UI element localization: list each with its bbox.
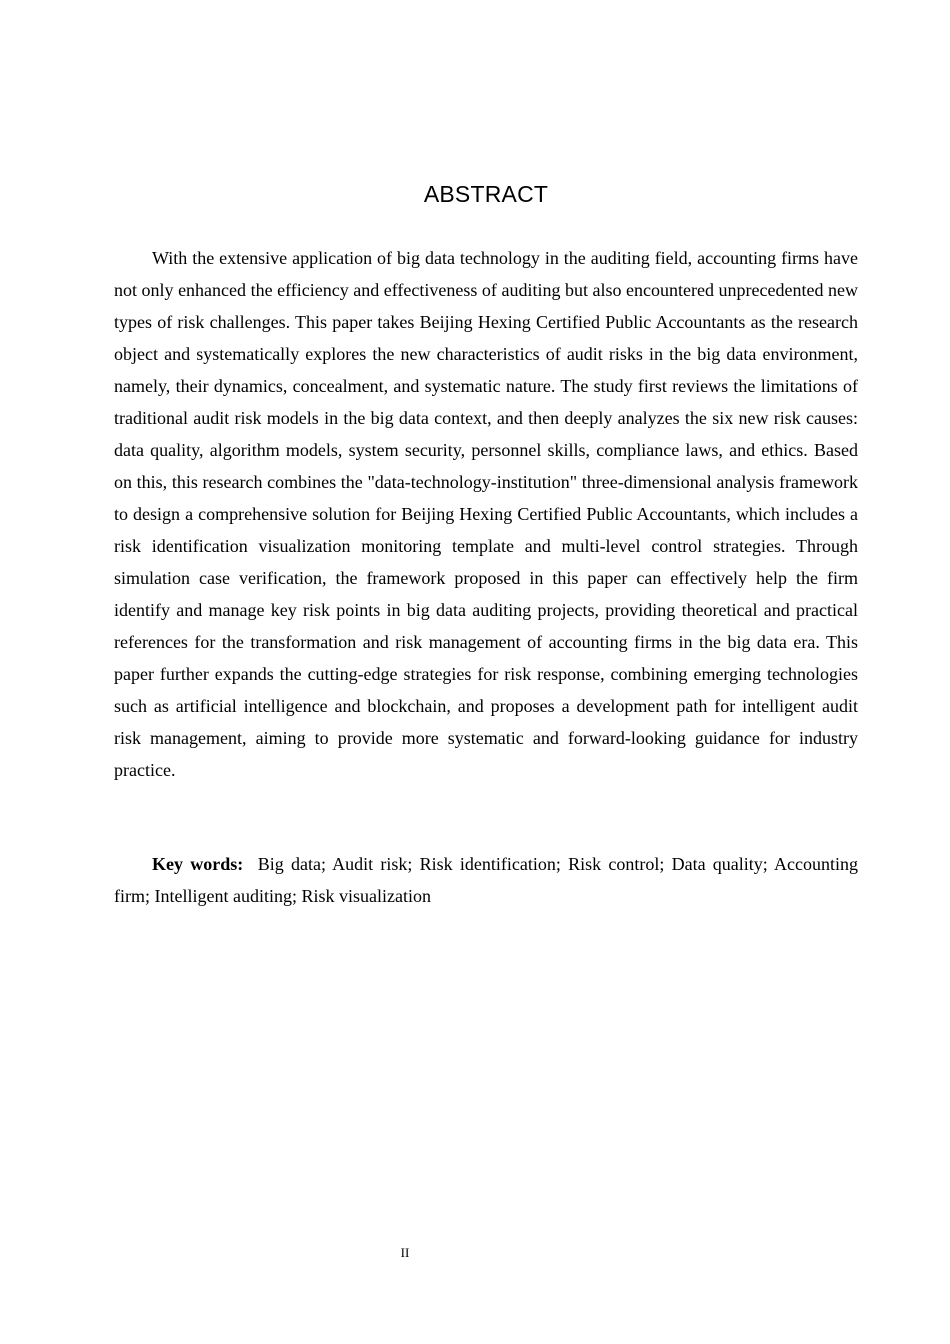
page-number: II xyxy=(400,1245,410,1260)
keywords-label: Key words: xyxy=(152,854,244,874)
abstract-title: ABSTRACT xyxy=(423,181,549,207)
abstract-paragraph: With the extensive application of big data technology in the auditing field, accounting firms have not only enhanced the efficiency and effectiveness of auditing but also encountered unprecedented new types of risk challenges. This paper takes Beijing Hexing Certified Public Accountants as the research object and systematically explores the new characteristics of audit risks in the big data environment, namely, their dynamics, concealment, and systematic nature. The study first reviews the limitations of traditional audit risk models in the big data context, and then deeply analyzes the six new risk causes: data quality, algorithm models, system security, personnel skills, compliance laws, and ethics. Based on this, this research combines the "data-technology-institution" three-dimensional analysis framework to design a comprehensive solution for Beijing Hexing Certified Public Accountants, which includes a risk identification visualization monitoring template and multi-level control strategies. Through simulation case verification, the framework proposed in this paper can effectively help the firm identify and manage key risk points in big data auditing projects, providing theoretical and practical references for the transformation and risk management of accounting firms in the big data era. This paper further expands the cutting-edge strategies for risk response, combining emerging technologies such as artificial intelligence and blockchain, and proposes a development path for intelligent audit risk management, aiming to provide more systematic and forward-looking guidance for industry practice. xyxy=(114,248,858,780)
keywords-paragraph xyxy=(114,848,858,912)
keywords-list: Big data; Audit risk; Risk identification; Risk control; Data quality; Accounting firm; Intelligent auditing; Risk visualization xyxy=(114,854,859,906)
